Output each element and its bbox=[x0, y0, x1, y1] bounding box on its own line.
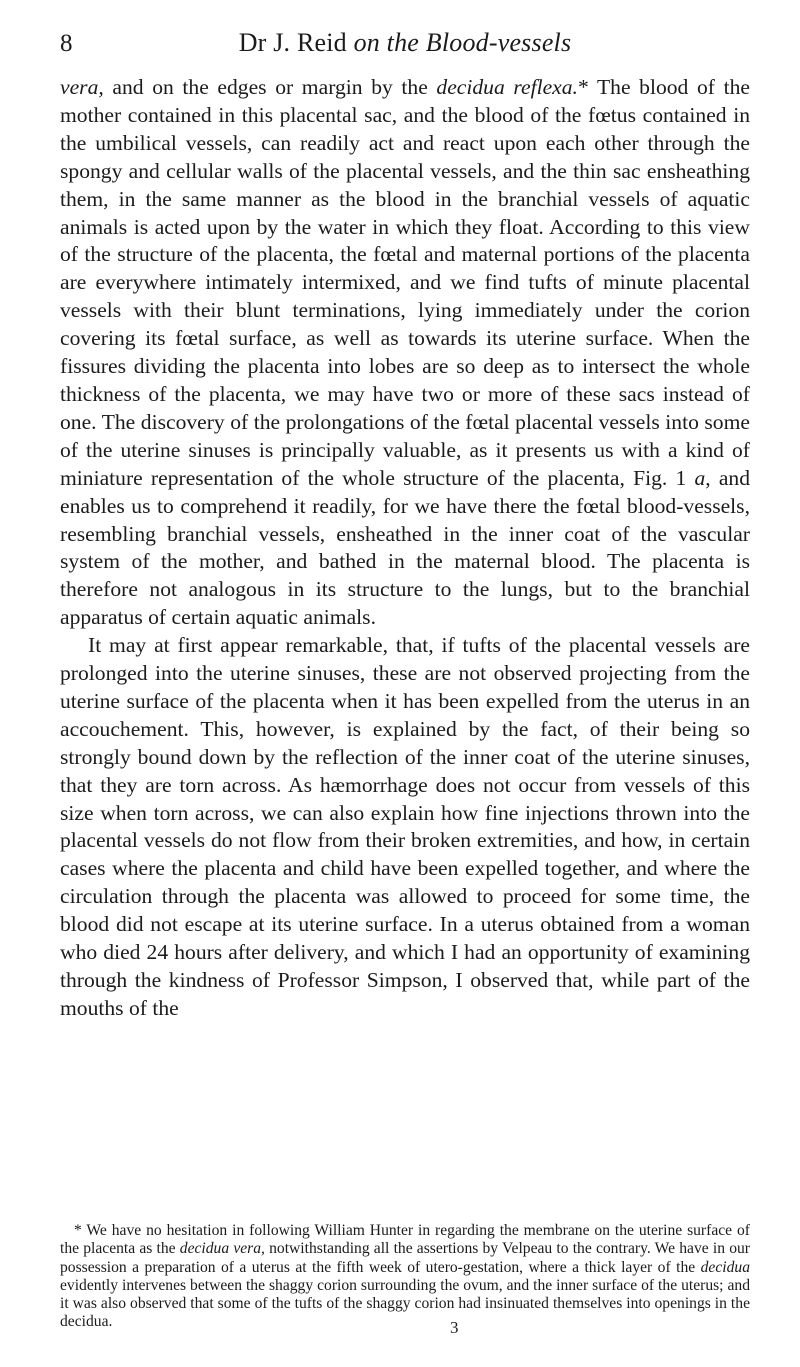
paragraph-1-text-b: The blood of the mother contained in this placental sac, and the blood of the fœtus contained in the umbilical vessels, can readily act and react upon each other through the spongy and cellular walls of the placental vessels, and the thin sac ensheathing them, in the same manner as the blood in the branchial vessels of aquatic animals is acted upon by the water in which they float. According to this view of the structure of the placenta, the fœtal and maternal portions of the placenta are everywhere intimately intermixed, and we find tufts of minute placental vessels with their blunt terminations, lying immediately under the corion covering its fœtal surface, as well as towards its uterine surface. When the fissures dividing the placenta into lobes are so deep as to intersect the whole thickness of the placenta, we may have two or more of these sacs instead of one. The discovery of the prolongations of the fœtal placental vessels into some of the uterine sinuses is principally valuable, as it presents us with a kind of miniature representation of the whole structure of the placenta, Fig. 1 bbox=[60, 75, 750, 490]
decidua-reflexa-term: decidua reflexa. bbox=[436, 75, 578, 99]
running-head-topic: Blood-vessels bbox=[425, 28, 572, 57]
paragraph-1-lead: vera, bbox=[60, 75, 104, 99]
footnote-paragraph bbox=[60, 1222, 750, 1332]
paragraph-2: It may at first appear remarkable, that, if tufts of the placental vessels are prolonged into the uterine sinuses, these are not observed projecting from the uterine surface of the placenta when it has been expelled from the uterus in an accouchement. This, however, is explained by the fact, of their being so strongly bound down by the reflection of the inner coat of the uterine sinuses, that they are torn across. As hæmorrhage does not occur from vessels of this size when torn across, we can also explain how fine injections thrown into the placental vessels do not flow from their broken extremities, and how, in certain cases where the placenta and child have been expelled together, and where the circulation through the placenta was allowed to proceed for some time, the blood did not escape at its uterine surface. In a uterus obtained from a woman who died 24 hours after delivery, and which I had an opportunity of examining through the kindness of Professor Simpson, I observed that, while part of the mouths of the bbox=[60, 633, 750, 1020]
footnote-text-a: We have no hesitation in following William Hunter in regarding the membrane on the uterine surface of the placenta as the bbox=[60, 1222, 750, 1258]
footnote-decidua-term: decidua bbox=[700, 1258, 750, 1276]
footnote-decidua-vera-term: decidua vera, bbox=[179, 1240, 265, 1258]
figure-reference: a bbox=[694, 465, 706, 490]
paragraph-1-text-c: , and enables us to comprehend it readily, for we have there the fœtal blood-vessels, resembling branchial vessels, ensheathed in the inner coat of the vascular system of the mother, and bathed in the maternal blood. The placenta is therefore not analogous in its structure to the lungs, but to the branchial apparatus of certain aquatic animals. bbox=[60, 465, 750, 630]
footnote bbox=[60, 1222, 750, 1332]
running-head-connector: on the bbox=[353, 28, 420, 57]
running-head-author: Dr J. Reid bbox=[238, 28, 347, 57]
body-text bbox=[60, 74, 750, 1023]
page-number: 8 bbox=[60, 30, 73, 57]
footnote-text-b: notwithstanding all the assertions by Velpeau to the contrary. We have in our possession a preparation of a uterus at the fifth week of utero-gestation, where a thick layer of the bbox=[60, 1240, 750, 1276]
running-head bbox=[60, 28, 750, 58]
paragraph-1 bbox=[60, 74, 750, 632]
paragraph-1-text-a: and on the edges or margin by the bbox=[103, 75, 437, 99]
signature-mark: 3 bbox=[450, 1318, 459, 1337]
page-header bbox=[60, 28, 750, 62]
footnote-text-c: evidently intervenes between the shaggy corion surrounding the ovum, and the inner surface of the uterus; and it was also observed that some of the tufts of the shaggy corion had insinuated themselves into openings in the decidua. bbox=[60, 1276, 750, 1331]
footnote-reference: * bbox=[577, 75, 589, 99]
footnote-mark: * bbox=[74, 1222, 82, 1239]
